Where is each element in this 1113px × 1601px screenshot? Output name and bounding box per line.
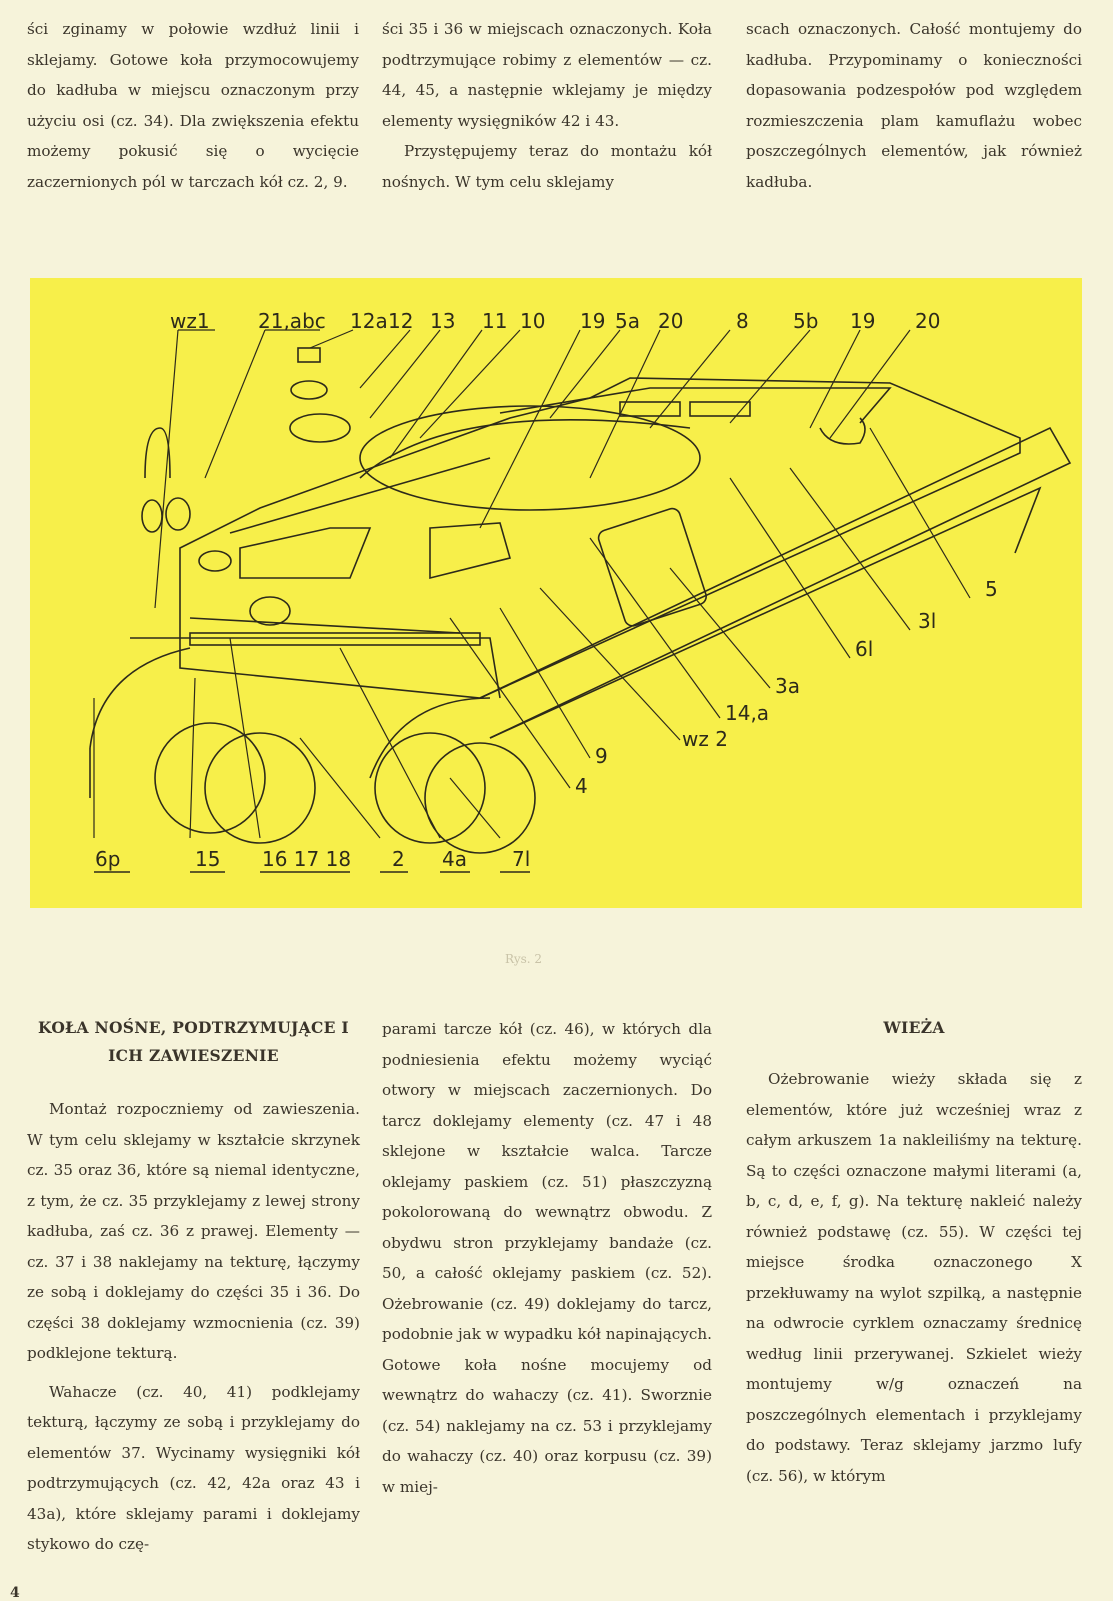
part-label: 20 bbox=[658, 309, 684, 333]
text-column-top-3 bbox=[746, 14, 1082, 197]
text-column-top-1 bbox=[27, 14, 359, 197]
part-label: 9 bbox=[595, 744, 608, 768]
part-label: 3l bbox=[918, 609, 937, 633]
paragraph: Ożebrowanie wieży składa się z elementów, które już wcześniej wraz z całym arkuszem 1a nakleiliśmy na tekturę. Są to części oznaczone małymi literami (a, b, c, d, e, f, g). Na tekturę nakleić należy również podstawę (cz. 55). W części tej miejsce środka oznaczonego X przekłuwamy na wylot szpilką, a następnie na odwrocie cyrklem oznaczamy średnicę według linii przerywanej. Szkielet wieży montujemy w/g oznaczeń na poszczególnych elementach i przyklejamy do podstawy. Teraz sklejamy jarzmo lufy (cz. 56), w którym bbox=[746, 1070, 1082, 1485]
part-label: 8 bbox=[736, 309, 749, 333]
part-label: 6l bbox=[855, 637, 874, 661]
part-label: 19 bbox=[850, 309, 876, 333]
tank-hull-assembly-diagram bbox=[30, 278, 1082, 908]
part-label: 19 bbox=[580, 309, 606, 333]
diagram-drawing bbox=[30, 278, 1082, 908]
paragraph: Wahacze (cz. 40, 41) podklejamy tekturą, łączymy ze sobą i przyklejamy do elementów 37. Wycinamy wysięgniki kół podtrzymujących (cz. 42, 42a oraz 43 i 43a), które sklejamy parami i doklejamy stykowo do czę- bbox=[27, 1382, 360, 1553]
part-label: 10 bbox=[520, 309, 546, 333]
part-label: 7l bbox=[512, 847, 531, 871]
page-number: 4 bbox=[10, 1585, 20, 1601]
part-label: 12 bbox=[388, 309, 414, 333]
part-label: 4a bbox=[442, 847, 467, 871]
part-label: 20 bbox=[915, 309, 941, 333]
paragraph: parami tarcze kół (cz. 46), w których dla podniesienia efektu możemy wyciąć otwory w miejscach zaczernionych. Do tarcz doklejamy elementy (cz. 47 i 48 sklejone w kształcie walca. Tarcze oklejamy paskiem (cz. 51) płaszczyzną pokolorowaną do wewnątrz obwodu. Z obydwu stron przyklejamy bandaże (cz. 50, a całość oklejamy paskiem (cz. 52). Ożebrowanie (cz. 49) doklejamy do tarcz, podobnie jak w wypadku kół napinających. Gotowe koła nośne mocujemy od wewnątrz do wahaczy (cz. 41). Sworznie (cz. 54) naklejamy na cz. 53 i przyklejamy do wahaczy (cz. 40) oraz korpusu (cz. 39) w miej- bbox=[382, 1020, 712, 1496]
paragraph: Montaż rozpoczniemy od zawieszenia. W tym celu sklejamy w kształcie skrzynek cz. 35 oraz 36, które są niemal identyczne, z tym, że cz. 35 przyklejamy z lewej strony kadłuba, zaś cz. 36 z prawej. Elementy — cz. 37 i 38 naklejamy na tekturę, łączymy ze sobą i doklejamy do części 35 i 36. Do części 38 doklejamy wzmocnienia (cz. 39) podklejone tekturą. bbox=[27, 1100, 360, 1362]
part-label: 6p bbox=[95, 847, 121, 871]
part-label: 11 bbox=[482, 309, 508, 333]
part-label: 5b bbox=[793, 309, 819, 333]
text-column-top-2 bbox=[382, 14, 712, 197]
part-label: wz 2 bbox=[682, 727, 728, 751]
part-label: 12a bbox=[350, 309, 388, 333]
paragraph: ści 35 i 36 w miejscach oznaczonych. Koła podtrzymujące robimy z elementów — cz. 44, 45, a następnie wklejamy je między elementy wysięgników 42 i 43. bbox=[382, 20, 712, 130]
part-label: 13 bbox=[430, 309, 456, 333]
part-label: 2 bbox=[392, 847, 405, 871]
part-label: 5a bbox=[615, 309, 640, 333]
paragraph: ści zginamy w połowie wzdłuż linii i sklejamy. Gotowe koła przymocowujemy do kadłuba w miejscu oznaczonym przy użyciu osi (cz. 34). Dla zwiększenia efektu możemy pokusić się o wycięcie zaczernionych pól w tarczach kół cz. 2, 9. bbox=[27, 20, 359, 191]
text-column-bottom-2 bbox=[382, 1014, 712, 1502]
section-heading: KOŁA NOŚNE, PODTRZYMUJĄCE I ICH ZAWIESZENIE bbox=[38, 1018, 349, 1065]
paragraph: scach oznaczonych. Całość montujemy do kadłuba. Przypominamy o konieczności dopasowania podzespołów pod względem rozmieszczenia plam kamuflażu wobec poszczególnych elementów, jak również kadłuba. bbox=[746, 20, 1082, 191]
part-label: wz1 bbox=[170, 309, 210, 333]
paragraph: Przystępujemy teraz do montażu kół nośnych. W tym celu sklejamy bbox=[382, 142, 712, 191]
part-label: 21,abc bbox=[258, 309, 326, 333]
part-label: 15 bbox=[195, 847, 221, 871]
part-label: 4 bbox=[575, 774, 588, 798]
text-column-bottom-3 bbox=[746, 1014, 1082, 1491]
part-label: 3a bbox=[775, 674, 800, 698]
part-label: 14,a bbox=[725, 701, 770, 725]
part-label: 5 bbox=[985, 577, 998, 601]
text-column-bottom-1 bbox=[27, 1014, 360, 1560]
section-heading: WIEŻA bbox=[883, 1018, 945, 1037]
figure-caption: Rys. 2 bbox=[505, 952, 543, 966]
part-label: 16 17 18 bbox=[262, 847, 352, 871]
